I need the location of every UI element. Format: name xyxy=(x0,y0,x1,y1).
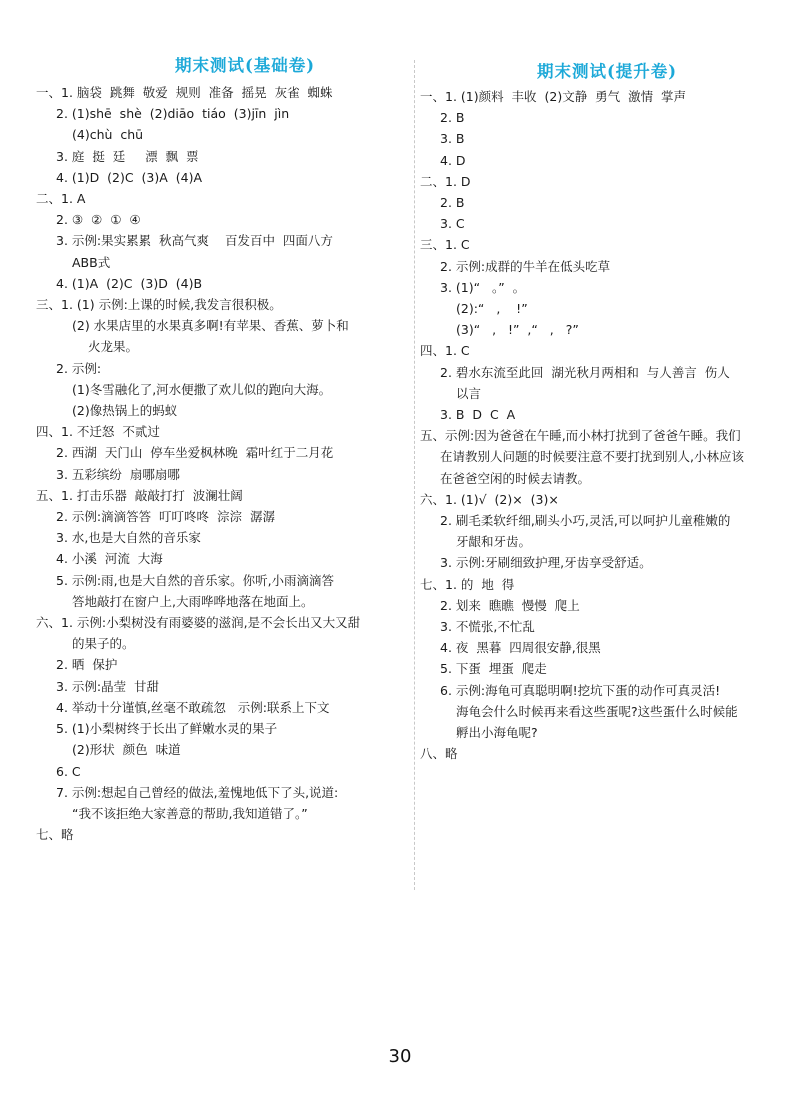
answer-line: 2. 碧水东流至此回 湖光秋月两相和 与人善言 伤人 xyxy=(440,364,730,380)
answer-line: 3. 水,也是大自然的音乐家 xyxy=(56,530,201,546)
answer-line: 三、1. (1) 示例:上课的时候,我发言很积极。 xyxy=(36,297,282,313)
answer-line: 2. 示例:成群的牛羊在低头吃草 xyxy=(440,258,611,274)
answer-line: 六、1. 示例:小梨树没有雨婆婆的滋润,是不会长出又大又甜 xyxy=(36,615,361,631)
answer-line: 二、1. D xyxy=(420,173,471,189)
answer-line: 4. 小溪 河流 大海 xyxy=(56,551,163,567)
answer-line: (1)冬雪融化了,河水便撒了欢儿似的跑向大海。 xyxy=(72,381,332,397)
answer-line: 四、1. 不迁怒 不贰过 xyxy=(36,424,160,440)
answer-line: (2):“ , !” xyxy=(456,301,528,317)
answer-line: 2. B xyxy=(440,110,465,126)
answer-line: 以言 xyxy=(456,385,482,401)
answer-line: 4. 夜 黑暮 四周很安静,很黑 xyxy=(440,640,601,656)
answer-line: (4)chù chū xyxy=(72,127,144,143)
answer-line: 5. (1)小梨树终于长出了鲜嫩水灵的果子 xyxy=(56,721,278,737)
answer-line: 五、1. 打击乐器 敲敲打打 波澜壮阔 xyxy=(36,487,243,503)
answer-line: 3. 示例:果实累累 秋高气爽 百发百中 四面八方 xyxy=(56,233,333,249)
answer-line: 3. 示例:晶莹 甘甜 xyxy=(56,678,160,694)
section-title-advanced: 期末测试(提升卷) xyxy=(536,62,678,81)
answer-line: 孵出小海龟呢? xyxy=(456,725,538,741)
section-title-basic: 期末测试(基础卷) xyxy=(174,56,316,75)
answer-line: 的果子的。 xyxy=(72,636,135,652)
answer-line: (2)像热锅上的蚂蚁 xyxy=(72,403,178,419)
answer-line: 2. 示例:滴滴答答 叮叮咚咚 淙淙 潺潺 xyxy=(56,509,275,525)
answer-line: (3)“ , !” ,“ , ?” xyxy=(456,322,579,338)
answer-line: “我不该拒绝大家善意的帮助,我知道错了。” xyxy=(72,805,308,821)
answer-line: 一、1. 脑袋 跳舞 敬爱 规则 准备 摇晃 灰雀 蜘蛛 xyxy=(36,85,333,100)
answer-line: 3. 示例:牙刷细致护理,牙齿享受舒适。 xyxy=(440,555,652,571)
page-number: 30 xyxy=(388,1046,412,1067)
answer-line: 海龟会什么时候再来看这些蛋呢?这些蛋什么时候能 xyxy=(456,703,738,719)
answer-line: 答地敲打在窗户上,大雨哗哗地落在地面上。 xyxy=(72,593,314,609)
answer-line: 5. 下蛋 埋蛋 爬走 xyxy=(440,661,547,677)
answer-line: 2. 刷毛柔软纤细,刷头小巧,灵活,可以呵护儿童稚嫩的 xyxy=(440,513,731,529)
answer-column-advanced xyxy=(420,52,782,765)
answer-line: 四、1. C xyxy=(420,343,470,359)
answer-line: 三、1. C xyxy=(420,237,470,253)
answer-line: 4. (1)A (2)C (3)D (4)B xyxy=(56,275,203,291)
answer-line: 七、1. 的 地 得 xyxy=(420,576,515,592)
answer-line: 5. 示例:雨,也是大自然的音乐家。你听,小雨滴滴答 xyxy=(56,572,335,588)
answer-line: 二、1. A xyxy=(36,191,86,207)
answer-line: 六、1. (1)√ (2)× (3)× xyxy=(420,491,559,507)
answer-line: (2) 水果店里的水果真多啊!有苹果、香蕉、萝卜和 xyxy=(72,318,349,334)
answer-line: (2)形状 颜色 味道 xyxy=(72,742,181,758)
answer-line: 3. B D C A xyxy=(440,407,516,423)
answer-line: 2. (1)shē shè (2)diāo tiáo (3)jīn jìn xyxy=(56,106,290,122)
answer-line: 3. C xyxy=(440,216,465,232)
answer-column-basic xyxy=(36,52,408,845)
answer-line: 3. 五彩缤纷 扇哪扇哪 xyxy=(56,466,180,482)
answer-line: 火龙果。 xyxy=(88,339,139,355)
answer-line: 七、略 xyxy=(36,827,74,843)
answer-line: ABB式 xyxy=(72,254,111,270)
answer-list-basic xyxy=(36,82,408,845)
answer-line: 2. 西湖 天门山 停车坐爱枫林晚 霜叶红于二月花 xyxy=(56,445,334,461)
answer-line: 一、1. (1)颜料 丰收 (2)文静 勇气 激情 掌声 xyxy=(420,89,687,104)
answer-line: 4. (1)D (2)C (3)A (4)A xyxy=(56,169,203,185)
answer-line: 7. 示例:想起自己曾经的做法,羞愧地低下了头,说道: xyxy=(56,784,339,800)
answer-line: 2. B xyxy=(440,195,465,211)
answer-line: 在爸爸空闲的时候去请教。 xyxy=(440,470,591,486)
answer-line: 2. 晒 保护 xyxy=(56,657,118,673)
answer-line: 3. B xyxy=(440,131,465,147)
answer-line: 2. 示例: xyxy=(56,360,102,376)
answer-line: 3. 不慌张,不忙乱 xyxy=(440,619,535,635)
answer-line: 五、示例:因为爸爸在午睡,而小林打扰到了爸爸午睡。我们 xyxy=(420,428,741,444)
answer-line: 6. 示例:海龟可真聪明啊!挖坑下蛋的动作可真灵活! xyxy=(440,682,721,698)
column-divider xyxy=(414,60,415,890)
answer-list-advanced xyxy=(420,86,782,765)
answer-line: 2. 划来 瞧瞧 慢慢 爬上 xyxy=(440,597,580,613)
answer-line: 4. D xyxy=(440,152,466,168)
answer-line: 3. 庭 挺 廷 漂 飘 票 xyxy=(56,148,199,164)
answer-line: 4. 举动十分谨慎,丝毫不敢疏忽 示例:联系上下文 xyxy=(56,699,330,715)
answer-line: 2. ③ ② ① ④ xyxy=(56,212,141,228)
answer-line: 6. C xyxy=(56,763,81,779)
answer-line: 八、略 xyxy=(420,746,458,762)
answer-line: 在请教别人问题的时候要注意不要打扰到别人,小林应该 xyxy=(440,449,744,465)
answer-line: 牙龈和牙齿。 xyxy=(456,534,532,550)
answer-line: 3. (1)“ 。” 。 xyxy=(440,279,526,295)
